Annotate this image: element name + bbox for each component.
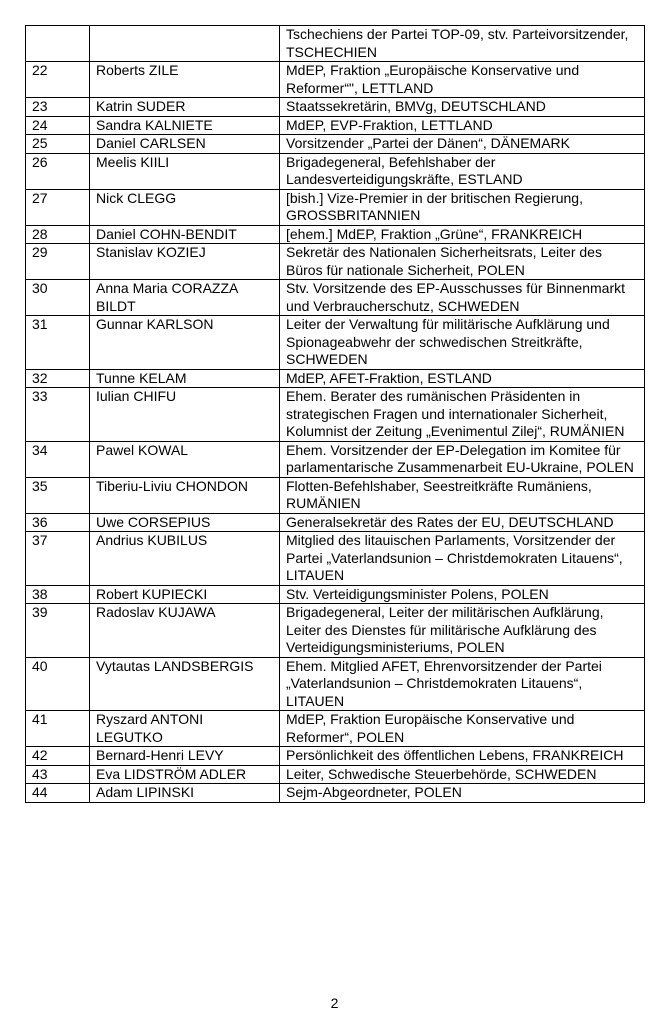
table-row [26,585,645,604]
person-name-cell: Meelis KIILI [90,153,280,189]
person-name-cell: Vytautas LANDSBERGIS [90,657,280,711]
position-description-cell: Brigadegeneral, Befehlshaber der Landesverteidigungskräfte, ESTLAND [280,153,645,189]
person-name-cell: Daniel CARLSEN [90,135,280,154]
position-description-cell: Sejm-Abgeordneter, POLEN [280,784,645,803]
position-description-cell: Mitglied des litauischen Parlaments, Vorsitzender der Partei „Vaterlandsunion – Christdemokraten Litauens“, LITAUEN [280,532,645,586]
person-name-cell [90,26,280,62]
table-row [26,532,645,586]
row-number-cell: 40 [26,657,90,711]
table-row [26,316,645,370]
person-name-cell: Radoslav KUJAWA [90,604,280,658]
row-number-cell: 31 [26,316,90,370]
table-row [26,657,645,711]
table-row [26,153,645,189]
table-row [26,135,645,154]
position-description-cell: Flotten-Befehlshaber, Seestreitkräfte Rumäniens, RUMÄNIEN [280,477,645,513]
person-name-cell: Ryszard ANTONI LEGUTKO [90,711,280,747]
row-number-cell: 35 [26,477,90,513]
position-description-cell: MdEP, EVP-Fraktion, LETTLAND [280,116,645,135]
person-name-cell: Anna Maria CORAZZA BILDT [90,280,280,316]
table-row [26,116,645,135]
table-row [26,280,645,316]
row-number-cell: 28 [26,225,90,244]
table-row [26,765,645,784]
position-description-cell: MdEP, Fraktion „Europäische Konservative und Reformer“", LETTLAND [280,62,645,98]
participants-table [25,25,645,803]
row-number-cell: 34 [26,441,90,477]
position-description-cell: Stv. Verteidigungsminister Polens, POLEN [280,585,645,604]
person-name-cell: Bernard-Henri LEVY [90,747,280,766]
row-number-cell: 23 [26,98,90,117]
table-row [26,98,645,117]
person-name-cell: Uwe CORSEPIUS [90,513,280,532]
position-description-cell: Persönlichkeit des öffentlichen Lebens, FRANKREICH [280,747,645,766]
row-number-cell: 38 [26,585,90,604]
row-number-cell: 32 [26,369,90,388]
row-number-cell: 22 [26,62,90,98]
position-description-cell: Tschechiens der Partei TOP-09, stv. Parteivorsitzender, TSCHECHIEN [280,26,645,62]
person-name-cell: Eva LIDSTRÖM ADLER [90,765,280,784]
position-description-cell: Leiter, Schwedische Steuerbehörde, SCHWEDEN [280,765,645,784]
position-description-cell: [bish.] Vize-Premier in der britischen Regierung, GROSSBRITANNIEN [280,189,645,225]
person-name-cell: Andrius KUBILUS [90,532,280,586]
position-description-cell: MdEP, AFET-Fraktion, ESTLAND [280,369,645,388]
row-number-cell: 36 [26,513,90,532]
participants-table-body [26,26,645,803]
row-number-cell: 26 [26,153,90,189]
table-row [26,62,645,98]
table-row [26,388,645,442]
row-number-cell: 41 [26,711,90,747]
person-name-cell: Tunne KELAM [90,369,280,388]
row-number-cell: 29 [26,244,90,280]
person-name-cell: Roberts ZILE [90,62,280,98]
row-number-cell: 33 [26,388,90,442]
table-row [26,747,645,766]
person-name-cell: Katrin SUDER [90,98,280,117]
table-row [26,784,645,803]
position-description-cell: Stv. Vorsitzende des EP-Ausschusses für Binnenmarkt und Verbraucherschutz, SCHWEDEN [280,280,645,316]
table-row [26,225,645,244]
person-name-cell: Stanislav KOZIEJ [90,244,280,280]
position-description-cell: Ehem. Vorsitzender der EP-Delegation im Komitee für parlamentarische Zusammenarbeit EU-Ukraine, POLEN [280,441,645,477]
position-description-cell: MdEP, Fraktion Europäische Konservative und Reformer“, POLEN [280,711,645,747]
table-row [26,26,645,62]
position-description-cell: Ehem. Berater des rumänischen Präsidenten in strategischen Fragen und internationaler Sicherheit, Kolumnist der Zeitung „Evenimentul Zilej“, RUMÄNIEN [280,388,645,442]
person-name-cell: Sandra KALNIETE [90,116,280,135]
person-name-cell: Pawel KOWAL [90,441,280,477]
position-description-cell: Sekretär des Nationalen Sicherheitsrats, Leiter des Büros für nationale Sicherheit, POLEN [280,244,645,280]
table-row [26,441,645,477]
page-number: 2 [330,995,339,1011]
table-row [26,244,645,280]
person-name-cell: Tiberiu-Liviu CHONDON [90,477,280,513]
person-name-cell: Gunnar KARLSON [90,316,280,370]
row-number-cell: 39 [26,604,90,658]
table-row [26,369,645,388]
person-name-cell: Iulian CHIFU [90,388,280,442]
person-name-cell: Adam LIPINSKI [90,784,280,803]
table-row [26,604,645,658]
row-number-cell: 44 [26,784,90,803]
row-number-cell: 27 [26,189,90,225]
position-description-cell: Ehem. Mitglied AFET, Ehrenvorsitzender der Partei „Vaterlandsunion – Christdemokraten Litauens“, LITAUEN [280,657,645,711]
row-number-cell: 25 [26,135,90,154]
position-description-cell: [ehem.] MdEP, Fraktion „Grüne“, FRANKREICH [280,225,645,244]
person-name-cell: Robert KUPIECKI [90,585,280,604]
row-number-cell: 43 [26,765,90,784]
position-description-cell: Brigadegeneral, Leiter der militärischen Aufklärung, Leiter des Dienstes für militärische Aufklärung des Verteidigungsministeriums, POLEN [280,604,645,658]
position-description-cell: Vorsitzender „Partei der Dänen“, DÄNEMARK [280,135,645,154]
row-number-cell: 24 [26,116,90,135]
row-number-cell: 42 [26,747,90,766]
table-row [26,711,645,747]
row-number-cell [26,26,90,62]
position-description-cell: Staatssekretärin, BMVg, DEUTSCHLAND [280,98,645,117]
position-description-cell: Generalsekretär des Rates der EU, DEUTSCHLAND [280,513,645,532]
row-number-cell: 30 [26,280,90,316]
table-row [26,513,645,532]
table-row [26,477,645,513]
table-row [26,189,645,225]
position-description-cell: Leiter der Verwaltung für militärische Aufklärung und Spionageabwehr der schwedischen Streitkräfte, SCHWEDEN [280,316,645,370]
row-number-cell: 37 [26,532,90,586]
person-name-cell: Nick CLEGG [90,189,280,225]
person-name-cell: Daniel COHN-BENDIT [90,225,280,244]
